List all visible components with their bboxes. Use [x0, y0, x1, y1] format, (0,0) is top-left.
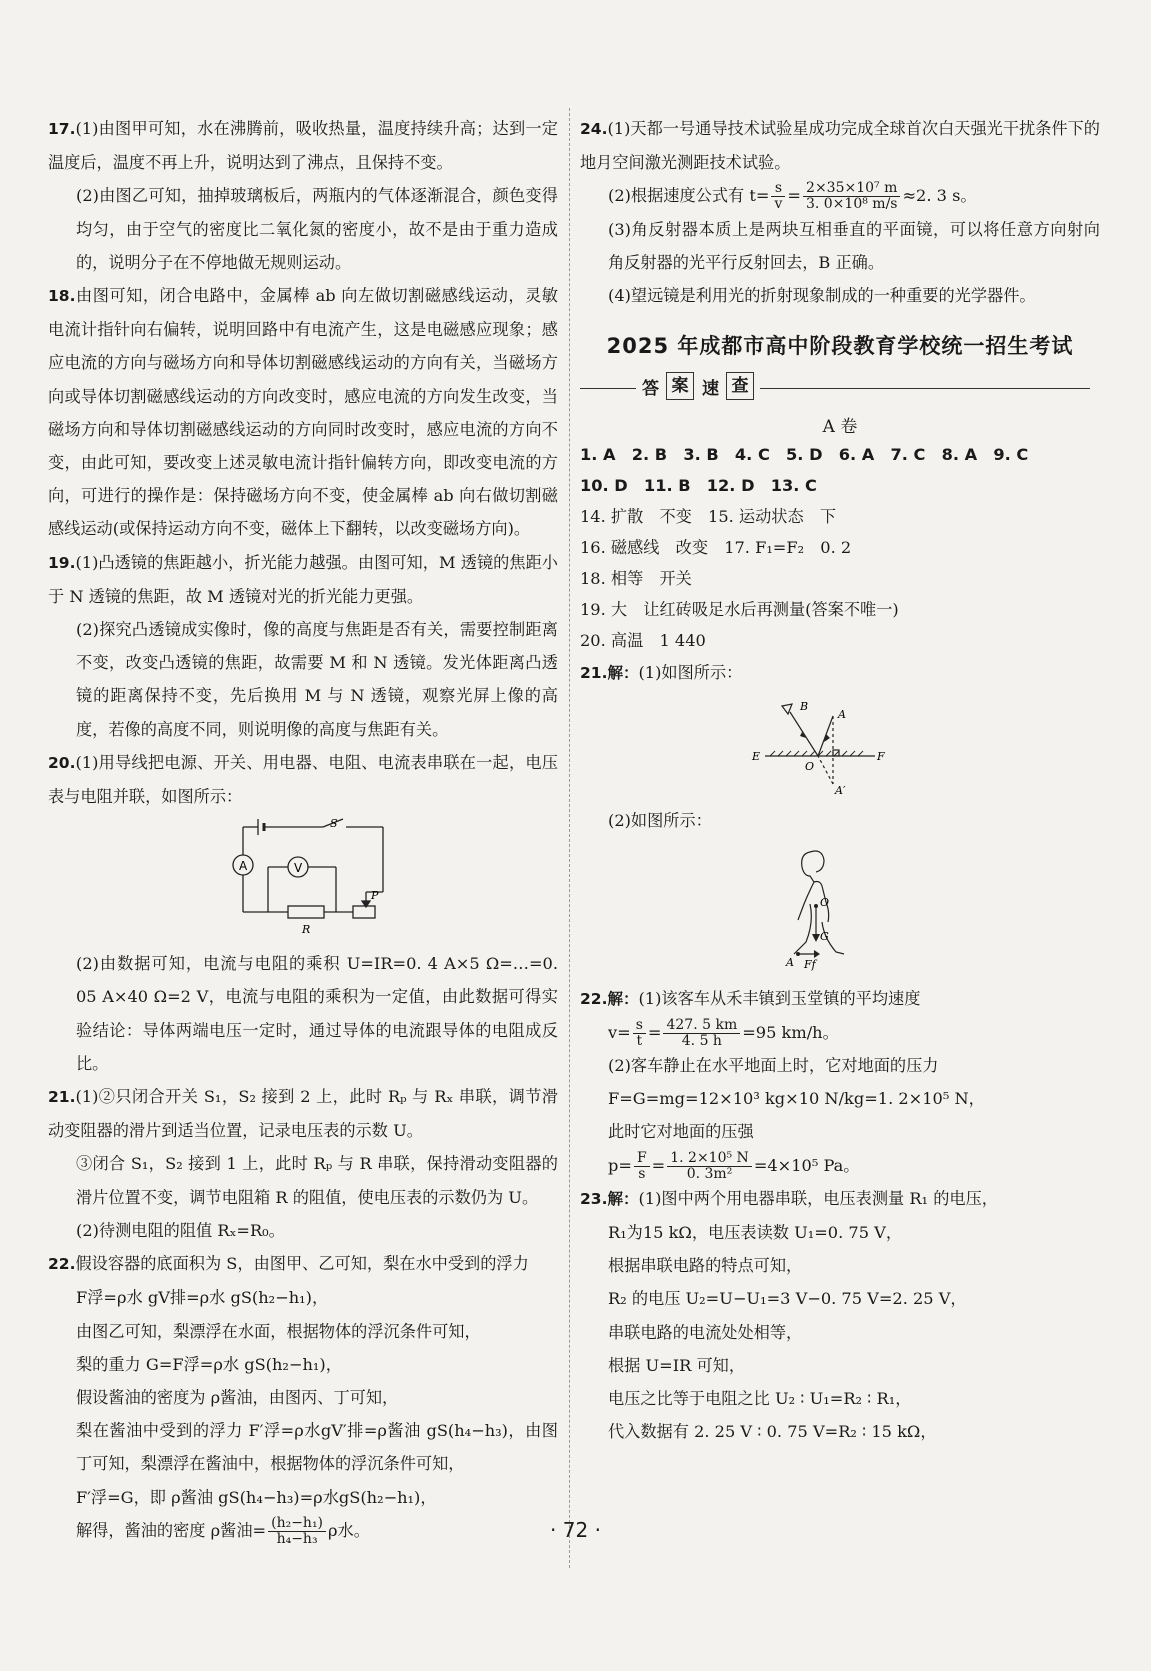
answer-row: 16. 磁感线 改变 17. F₁=F₂ 0. 2	[580, 538, 852, 558]
answer-text: 电压之比等于电阻之比 U₂ ∶ U₁=R₂ ∶ R₁，	[608, 1389, 912, 1409]
formula-line	[580, 1016, 1100, 1049]
question-19	[48, 546, 558, 746]
banner-char: 答	[642, 379, 659, 400]
answer-text: (2)如图所示：	[608, 811, 712, 831]
answer-text: F′浮=G，即 ρ酱油 gS(h₄−h₃)=ρ水gS(h₂−h₁)，	[76, 1487, 437, 1507]
fraction-denominator: 4. 5 h	[681, 1032, 722, 1049]
banner-box-char: 查	[726, 372, 754, 400]
fraction-numerator: 2×35×10⁷ m	[803, 181, 901, 197]
question-22	[48, 1247, 558, 1547]
label-o: O	[820, 895, 830, 909]
answer-text: (1)由图甲可知，水在沸腾前，吸收热量，温度持续升高；达到一定温度后，温度不再上升，说明达到了沸点，且保持不变。	[48, 119, 558, 173]
answer-text: (2)由图乙可知，抽掉玻璃板后，两瓶内的气体逐渐混合，颜色变得均匀，由于空气的密度比二氧化氮的密度小，故不是由于重力造成的，说明分子在不停地做无规则运动。	[76, 186, 558, 272]
force-svg	[770, 842, 880, 972]
answer-text: 由图乙可知，梨漂浮在水面，根据物体的浮沉条件可知，	[76, 1321, 481, 1341]
formula-text: =4×10⁵ Pa。	[753, 1155, 860, 1175]
question-number: 21.	[580, 664, 608, 683]
answer-text: 代入数据有 2. 25 V ∶ 0. 75 V=R₂ ∶ 15 kΩ，	[608, 1422, 937, 1442]
label-e: E	[752, 750, 761, 764]
slider-label: P	[371, 889, 379, 903]
formula-text: =95 km/h。	[742, 1022, 839, 1042]
fraction-denominator: 3. 0×10⁸ m/s	[805, 196, 898, 213]
label-b: B	[800, 700, 809, 714]
answer-text: F浮=ρ水 gV排=ρ水 gS(h₂−h₁)，	[76, 1288, 329, 1308]
answer-row: 18. 相等 开关	[580, 569, 692, 589]
question-number: 23.	[580, 1189, 608, 1208]
label-a-prime: A′	[835, 784, 846, 795]
answer-text: (1)凸透镜的焦距越小，折光能力越强。由图可知，M 透镜的焦距小于 N 透镜的焦距，故 M 透镜对光的折光能力更强。	[48, 552, 558, 606]
section-title: A 卷	[822, 417, 858, 438]
page-number: · 72 ·	[550, 1518, 601, 1542]
banner-line-right	[760, 388, 1090, 389]
exam-title: 2025 年成都市高中阶段教育学校统一招生考试	[606, 334, 1074, 359]
answer-text: (3)角反射器本质上是两块互相垂直的平面镜，可以将任意方向射向角反射器的光平行反射回去，B 正确。	[608, 219, 1100, 272]
label-o: O	[805, 760, 815, 774]
question-number: 24.	[580, 120, 608, 138]
answer-text: (1)天都一号通导技术试验星成功完成全球首次白天强光干扰条件下的地月空间激光测距技术试验。	[580, 119, 1100, 173]
fraction	[634, 1151, 650, 1182]
answer-text: (1)如图所示：	[638, 663, 743, 683]
answer-text: R₁为15 kΩ，电压表读数 U₁=0. 75 V，	[608, 1223, 903, 1243]
answer-text: 由图可知，闭合电路中，金属棒 ab 向左做切割磁感线运动，灵敏电流计指针向右偏转，说明回路中有电流产生，这是电磁感应现象；感应电流的方向与磁场方向和导体切割磁感线运动的方向有关，当磁场方向或导体切割磁感线运动的方向改变时，感应电流的方向发生改变，当磁场方向和导体切割磁感线运动的方向同时改变时，感应电流的方向不变，由此可知，要改变上述灵敏电流计指针偏转方向，即改变电流的方向，可进行的操作是：保持磁场方向不变，使金属棒 ab 向右做切割磁感线运动(或保持运动方向不变，磁体上下翻转，以改变磁场方向)。	[48, 286, 558, 539]
answer-text: (4)望远镜是利用光的折射现象制成的一种重要的光学器件。	[608, 286, 1036, 306]
answer-text: (1)该客车从禾丰镇到玉堂镇的平均速度	[638, 988, 921, 1008]
answer-text: 梨的重力 G=F浮=ρ水 gS(h₂−h₁)，	[76, 1354, 342, 1374]
ammeter-label: A	[239, 859, 248, 874]
label-a: A	[838, 708, 846, 722]
fraction-denominator: 0. 3m²	[686, 1165, 733, 1182]
question-21-solution	[580, 656, 1100, 975]
formula-line	[580, 179, 1100, 212]
label-g: G	[820, 929, 829, 943]
question-23-solution	[580, 1182, 1100, 1449]
formula-text: 解得，酱油的密度 ρ酱油=	[76, 1520, 267, 1540]
fraction	[667, 1151, 752, 1182]
answer-text: (2)客车静止在水平地面上时，它对地面的压力	[608, 1056, 939, 1076]
answer-text: R₂ 的电压 U₂=U−U₁=3 V−0. 75 V=2. 25 V，	[608, 1289, 967, 1309]
answer-text: ③闭合 S₁，S₂ 接到 1 上，此时 Rₚ 与 R 串联，保持滑动变阻器的滑片位置不变，调节电阻箱 R 的阻值，使电压表的示数仍为 U。	[76, 1154, 558, 1207]
answer-text: (1)用导线把电源、开关、用电器、电阻、电流表串联在一起，电压表与电阻并联，如图所示：	[48, 752, 558, 807]
column-divider	[569, 108, 570, 1568]
answer-row: 10. D 11. B 12. D 13. C	[580, 476, 817, 496]
answer-text: 串联电路的电流处处相等，	[608, 1322, 803, 1342]
label-f: F	[877, 750, 885, 764]
answer-text: 梨在酱油中受到的浮力 F′浮=ρ水gV′排=ρ酱油 gS(h₄−h₃)，由图丁可知，梨漂浮在酱油中，根据物体的浮沉条件可知，	[76, 1421, 558, 1474]
solution-lead: 解：	[607, 1189, 639, 1208]
fraction	[803, 181, 901, 212]
answer-row: 14. 扩散 不变 15. 运动状态 下	[580, 507, 837, 527]
formula-text: ρ水。	[328, 1520, 370, 1540]
circuit-svg	[228, 817, 398, 937]
fraction-numerator: 1. 2×10⁵ N	[667, 1151, 752, 1167]
answer-banner	[580, 366, 1100, 406]
answer-text: 根据 U=IR 可知，	[608, 1355, 746, 1375]
answer-row: 1. A 2. B 3. B 4. C 5. D 6. A 7. C 8. A 9. C	[580, 445, 1029, 465]
formula-text: (2)根据速度公式有 t=	[608, 186, 770, 206]
fraction-numerator: 427. 5 km	[663, 1018, 740, 1034]
formula-text: =	[651, 1155, 666, 1175]
formula-line	[580, 1149, 1100, 1182]
formula-text: =	[787, 186, 801, 206]
question-24	[580, 112, 1100, 312]
answer-text: (1)图中两个用电器串联，电压表测量 R₁ 的电压，	[638, 1188, 998, 1208]
voltmeter-label: V	[294, 861, 303, 876]
question-number: 20.	[48, 753, 76, 772]
fraction-denominator: t	[636, 1032, 643, 1049]
question-number: 22.	[48, 1255, 76, 1274]
answer-text: (2)探究凸透镜成实像时，像的高度与焦距是否有关，需要控制距离不变，改变凸透镜的焦距，故需要 M 和 N 透镜。发光体距离凸透镜的距离保持不变，先后换用 M 与 N 透镜，观察光屏上像的高度，若像的高度不同，则说明像的高度与焦距有关。	[76, 620, 558, 739]
answer-text: F=G=mg=12×10³ kg×10 N/kg=1. 2×10⁵ N，	[608, 1089, 985, 1109]
answer-text: 假设酱油的密度为 ρ酱油，由图丙、丁可知，	[76, 1387, 399, 1407]
fraction-numerator: s	[771, 181, 785, 197]
circuit-diagram	[48, 817, 558, 941]
question-17	[48, 112, 558, 279]
answer-row: 19. 大 让红砖吸足水后再测量(答案不唯一)	[580, 600, 899, 620]
switch-label: S	[330, 817, 338, 831]
formula-text: p=	[608, 1155, 632, 1175]
question-number: 18.	[48, 287, 76, 306]
right-column	[580, 112, 1100, 1448]
question-number: 19.	[48, 553, 76, 572]
answer-text: (2)由数据可知，电流与电阻的乘积 U=IR=0. 4 A×5 Ω=…=0. 05 A×40 Ω=2 V，电流与电阻的乘积为一定值，由此数据可得实验结论：导体两端电压一定时，通过导体的电流跟导体的电阻成反比。	[76, 954, 558, 1073]
question-18	[48, 279, 558, 546]
fraction-numerator: F	[634, 1151, 650, 1167]
reflection-svg	[750, 694, 890, 794]
solution-lead: 解：	[607, 989, 639, 1008]
banner-char: 速	[702, 379, 719, 400]
question-20	[48, 746, 558, 1080]
fraction	[663, 1018, 740, 1049]
question-22-solution	[580, 982, 1100, 1182]
fraction-denominator: h₄−h₃	[276, 1530, 318, 1547]
question-21	[48, 1080, 558, 1247]
fraction	[633, 1018, 646, 1049]
left-column	[48, 112, 558, 1547]
answer-text: (1)②只闭合开关 S₁，S₂ 接到 2 上，此时 Rₚ 与 Rₓ 串联，调节滑动变阻器的滑片到适当位置，记录电压表的示数 U。	[48, 1087, 558, 1141]
answer-text: 假设容器的底面积为 S，由图甲、乙可知，梨在水中受到的浮力	[75, 1254, 529, 1274]
reflection-diagram	[580, 694, 1100, 798]
banner-line-left	[580, 388, 636, 389]
fraction-denominator: s	[638, 1165, 646, 1182]
formula-text: =	[647, 1022, 662, 1042]
quick-answers	[580, 439, 1100, 656]
banner-box-char: 案	[666, 372, 694, 400]
fraction-numerator: (h₂−h₁)	[268, 1516, 326, 1532]
fraction-numerator: s	[633, 1018, 646, 1034]
answer-row: 20. 高温 1 440	[580, 631, 706, 651]
answer-text: (2)待测电阻的阻值 Rₓ=R₀。	[76, 1220, 285, 1240]
fraction	[771, 181, 785, 212]
question-number: 17.	[48, 120, 76, 138]
label-ff: Ff	[804, 957, 816, 971]
solution-lead: 解：	[607, 664, 639, 683]
question-number: 21.	[48, 1088, 76, 1107]
force-diagram	[580, 842, 1100, 976]
question-number: 22.	[580, 989, 608, 1008]
formula-text: ≈2. 3 s。	[902, 186, 977, 206]
formula-text: v=	[608, 1022, 631, 1042]
resistor-label: R	[302, 923, 311, 937]
answer-text: 根据串联电路的特点可知，	[608, 1256, 803, 1276]
fraction-denominator: v	[774, 196, 783, 213]
label-a: A	[786, 955, 794, 969]
answer-text: 此时它对地面的压强	[608, 1122, 754, 1142]
